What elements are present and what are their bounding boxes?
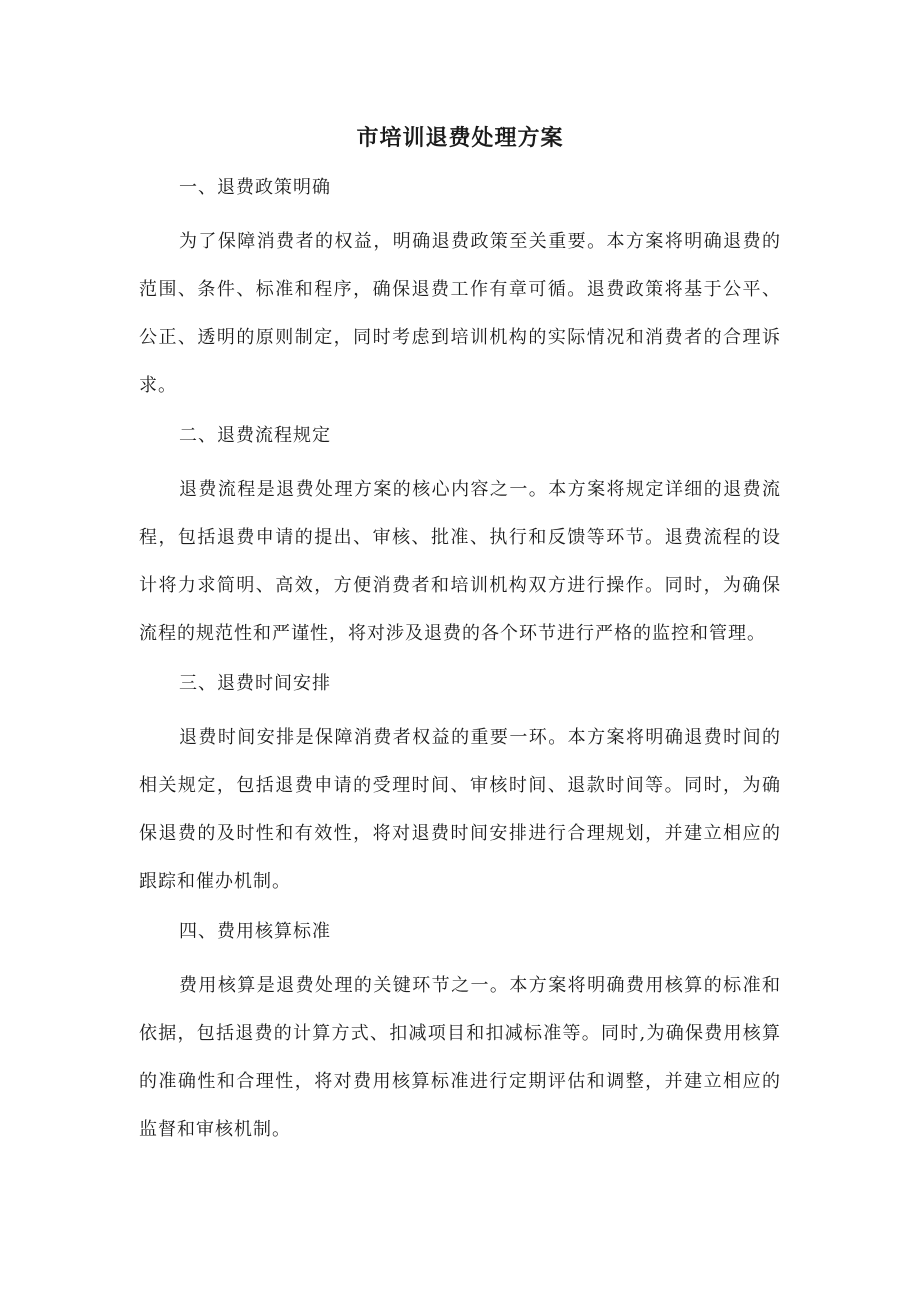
section-heading: 四、费用核算标准 (179, 921, 331, 942)
document-page (139, 118, 781, 1164)
section-process (139, 420, 781, 658)
section-heading: 二、退费流程规定 (179, 425, 331, 446)
section-body: 退费流程是退费处理方案的核心内容之一。本方案将规定详细的退费流程，包括退费申请的提出、审核、批准、执行和反馈等环节。退费流程的设计将力求简明、高效，方便消费者和培训机构双方进行操作。同时，为确保流程的规范性和严谨性，将对涉及退费的各个环节进行严格的监控和管理。 (139, 479, 781, 644)
section-heading: 一、退费政策明确 (179, 177, 331, 198)
section-heading: 三、退费时间安排 (179, 673, 331, 694)
section-body: 为了保障消费者的权益，明确退费政策至关重要。本方案将明确退费的范围、条件、标准和程序，确保退费工作有章可循。退费政策将基于公平、公正、透明的原则制定，同时考虑到培训机构的实际情况和消费者的合理诉求。 (139, 231, 781, 396)
section-body: 费用核算是退费处理的关键环节之一。本方案将明确费用核算的标准和依据，包括退费的计算方式、扣减项目和扣减标准等。同时,为确保费用核算的准确性和合理性，将对费用核算标准进行定期评估和调整，并建立相应的监督和审核机制。 (139, 975, 781, 1140)
section-schedule (139, 668, 781, 906)
section-policy (139, 172, 781, 410)
section-accounting (139, 916, 781, 1154)
document-title: 市培训退费处理方案 (356, 125, 564, 151)
section-body: 退费时间安排是保障消费者权益的重要一环。本方案将明确退费时间的相关规定，包括退费申请的受理时间、审核时间、退款时间等。同时，为确保退费的及时性和有效性，将对退费时间安排进行合理规划，并建立相应的跟踪和催办机制。 (139, 727, 781, 892)
